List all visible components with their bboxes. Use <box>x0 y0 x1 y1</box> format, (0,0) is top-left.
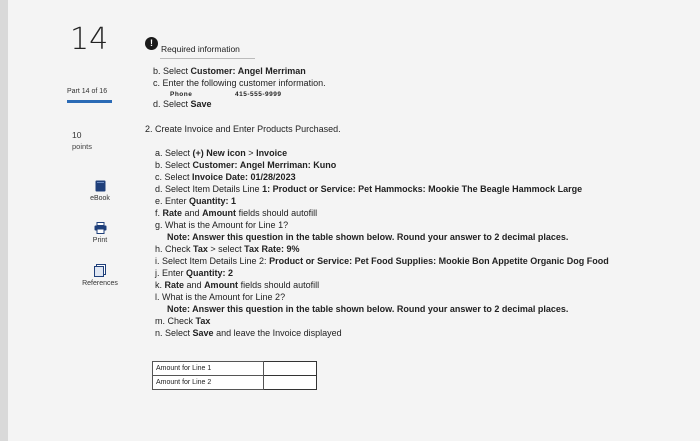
print-label: Print <box>92 237 108 244</box>
ebook-label: eBook <box>90 195 110 202</box>
instruction-line: h. Check Tax > select Tax Rate: 9% <box>155 244 300 254</box>
question-page <box>8 0 700 441</box>
answer-cell[interactable] <box>264 376 317 390</box>
instruction-line: n. Select Save and leave the Invoice displayed <box>155 328 342 338</box>
instruction-line: k. Rate and Amount fields should autofill <box>155 280 320 290</box>
amount-line-2-input[interactable] <box>267 377 313 389</box>
answer-label: Amount for Line 2 <box>153 376 264 390</box>
answer-cell[interactable] <box>264 362 317 376</box>
instruction-line: c. Select Invoice Date: 01/28/2023 <box>155 172 296 182</box>
print-button[interactable] <box>70 222 130 244</box>
table-row <box>153 376 317 390</box>
question-number: 14 <box>70 22 109 57</box>
required-info-header: Required information <box>161 44 240 54</box>
points-label: points <box>72 142 93 151</box>
instruction-line: i. Select Item Details Line 2: Product or Service: Pet Food Supplies: Mookie Bon Appetite Organic Dog Food <box>155 256 609 266</box>
table-row <box>153 362 317 376</box>
required-info-divider <box>160 58 255 59</box>
phone-field-value: 415-555-9999 <box>235 91 282 98</box>
instruction-line: g. What is the Amount for Line 1? <box>155 220 289 230</box>
points-value: 10 <box>72 130 82 140</box>
instruction-line: a. Select (+) New icon > Invoice <box>155 148 288 158</box>
book-icon <box>95 180 106 192</box>
amount-line-1-input[interactable] <box>267 363 313 375</box>
instruction-line: b. Select Customer: Angel Merriman: Kuno <box>155 160 337 170</box>
part-progress-bar <box>67 100 112 103</box>
ebook-button[interactable] <box>70 180 130 202</box>
instruction-line: d. Select Item Details Line 1: Product or Service: Pet Hammocks: Mookie The Beagle Hammock Large <box>155 184 583 194</box>
instruction-line: e. Enter Quantity: 1 <box>155 196 237 206</box>
instruction-line: b. Select Customer: Angel Merriman <box>153 66 306 76</box>
phone-field-label: Phone <box>170 91 193 98</box>
references-icon <box>94 264 107 277</box>
answer-label: Amount for Line 1 <box>153 362 264 376</box>
references-label: References <box>82 280 118 287</box>
instruction-line: c. Enter the following customer information. <box>153 78 326 88</box>
instruction-line: l. What is the Amount for Line 2? <box>155 292 286 302</box>
instruction-note: Note: Answer this question in the table shown below. Round your answer to 2 decimal places. <box>167 232 569 242</box>
step-heading: 2. Create Invoice and Enter Products Purchased. <box>145 124 341 134</box>
printer-icon <box>94 222 107 234</box>
part-indicator: Part 14 of 16 <box>67 88 108 95</box>
instruction-line: j. Enter Quantity: 2 <box>155 268 234 278</box>
references-button[interactable] <box>70 264 130 287</box>
instruction-note: Note: Answer this question in the table shown below. Round your answer to 2 decimal places. <box>167 304 569 314</box>
instruction-line: f. Rate and Amount fields should autofill <box>155 208 318 218</box>
required-info-icon: ! <box>145 37 158 50</box>
answer-table <box>152 361 317 390</box>
instruction-line: d. Select Save <box>153 99 212 109</box>
instruction-line: m. Check Tax <box>155 316 211 326</box>
